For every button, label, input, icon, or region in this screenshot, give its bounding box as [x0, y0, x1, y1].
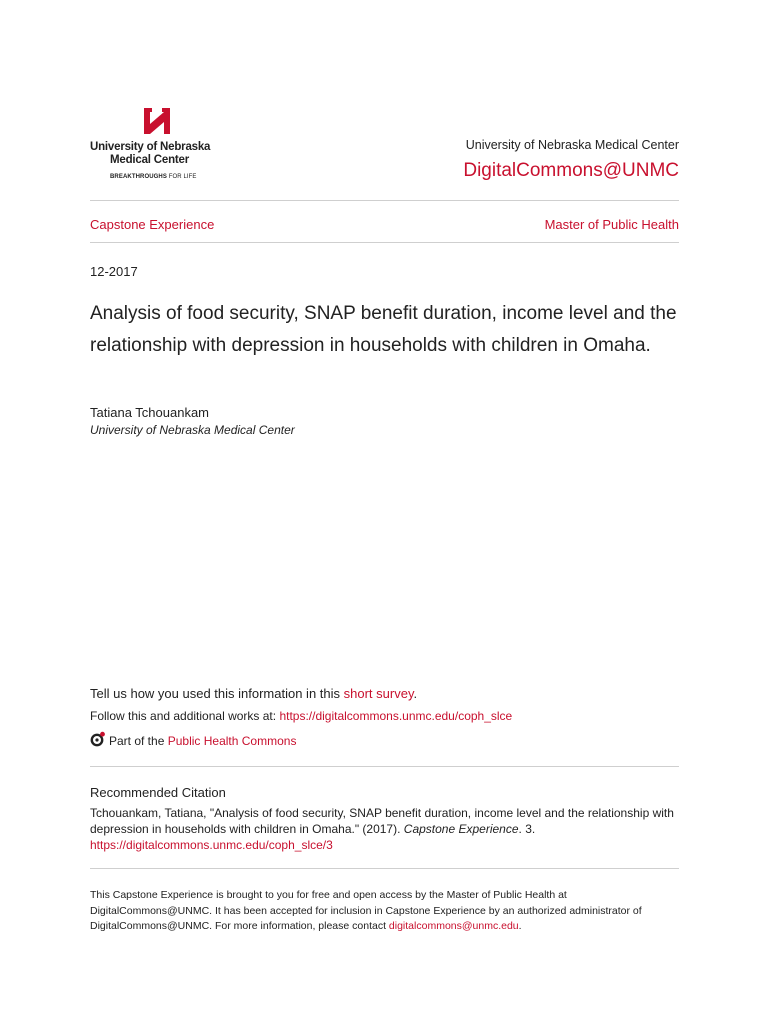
divider [90, 242, 679, 243]
unmc-logo [90, 108, 230, 188]
public-health-commons-link[interactable]: Public Health Commons [167, 734, 297, 748]
divider [90, 868, 679, 869]
collection-link[interactable]: Capstone Experience [90, 217, 215, 232]
logo-tagline: BREAKTHROUGHS FOR LIFE [110, 174, 197, 180]
survey-prompt: Tell us how you used this information in this short survey. [90, 686, 418, 701]
follow-line: Follow this and additional works at: https://digitalcommons.unmc.edu/coph_slce [90, 709, 513, 723]
nebraska-n-icon [142, 108, 172, 138]
document-title: Analysis of food security, SNAP benefit duration, income level and the relationship with depression in households with children in Omaha. [90, 303, 677, 356]
citation-url-link[interactable]: https://digitalcommons.unmc.edu/coph_slce/3 [90, 838, 333, 852]
survey-link[interactable]: short survey [343, 686, 414, 701]
divider [90, 766, 679, 767]
contact-email-link[interactable]: digitalcommons@unmc.edu [388, 920, 519, 932]
author-name: Tatiana Tchouankam [90, 405, 210, 420]
citation-text: Tchouankam, Tatiana, "Analysis of food security, SNAP benefit duration, income level and the relationship with depression in households with children in Omaha." (2017). Capstone Experience. 3. https://digitalcommons.unmc.edu/coph_slce/3 [90, 806, 674, 852]
citation-heading: Recommended Citation [90, 785, 226, 800]
program-link[interactable]: Master of Public Health [544, 217, 679, 232]
logo-line2: Medical Center [110, 154, 190, 166]
publication-date: 12-2017 [90, 264, 138, 279]
part-of-line: Part of the Public Health Commons [90, 733, 296, 749]
logo-line1: University of Nebraska [90, 141, 211, 153]
access-statement: This Capstone Experience is brought to you for free and open access by the Master of Public Health at DigitalCommons@UNMC. It has been accepted for inclusion in Capstone Experience by an authorized administrator of DigitalCommons@UNMC. For more information, please contact digitalcommons@unmc.edu. [90, 889, 642, 932]
institution-name: University of Nebraska Medical Center [465, 138, 679, 152]
repository-link[interactable]: DigitalCommons@UNMC [463, 160, 679, 181]
divider [90, 200, 679, 201]
author-affiliation: University of Nebraska Medical Center [90, 423, 295, 437]
collection-url-link[interactable]: https://digitalcommons.unmc.edu/coph_slce [279, 709, 513, 723]
commons-network-icon [90, 731, 106, 747]
